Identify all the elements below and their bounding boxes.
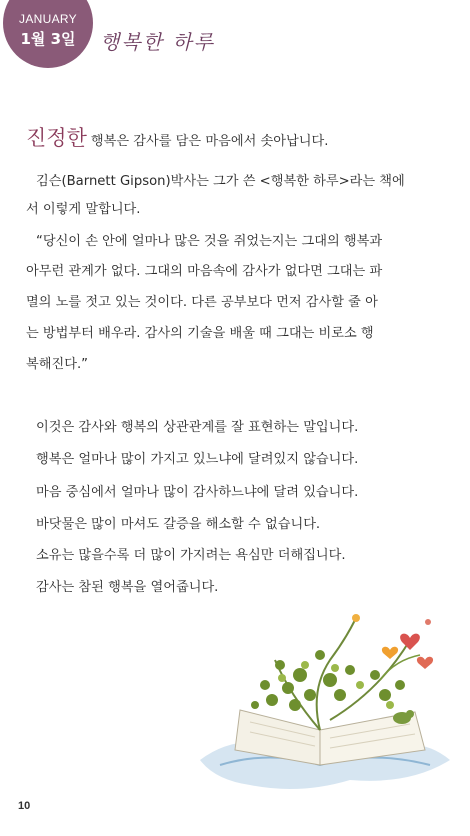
text-line: 소유는 많을수록 더 많이 가지려는 욕심만 더해집니다. bbox=[36, 548, 346, 563]
text-line: 김슨(Barnett Gipson)박사는 그가 쓴 <행복한 하루>라는 책에 bbox=[36, 174, 405, 189]
quote-line: 복해진다.” bbox=[26, 357, 88, 372]
text-line: 행복은 얼마나 많이 가지고 있느냐에 달려있지 않습니다. bbox=[36, 452, 359, 467]
text-line: 서 이렇게 말합니다. bbox=[26, 202, 141, 217]
text-line: 마음 중심에서 얼마나 많이 감사하느냐에 달려 있습니다. bbox=[36, 485, 359, 500]
quote-line: “당신이 손 안에 얼마나 많은 것을 쥐었는지는 그대의 행복과 bbox=[36, 234, 383, 249]
date-badge bbox=[3, 0, 93, 68]
text-line: 바닷물은 많이 마셔도 갈증을 해소할 수 없습니다. bbox=[36, 517, 321, 532]
quote-line: 는 방법부터 배우라. 감사의 기술을 배울 때 그대는 비로소 행 bbox=[26, 326, 374, 341]
lead-paragraph bbox=[26, 128, 446, 152]
date-day: 1월 3일 bbox=[20, 30, 76, 48]
lead-sentence: 행복은 감사를 담은 마음에서 솟아납니다. bbox=[90, 134, 329, 149]
open-book-plant-illustration bbox=[180, 600, 465, 800]
lead-word: 진정한 bbox=[26, 126, 87, 150]
text-line: 이것은 감사와 행복의 상관관계를 잘 표현하는 말입니다. bbox=[36, 420, 359, 435]
date-month: JANUARY bbox=[19, 12, 77, 26]
quote-line: 아무런 관계가 없다. 그대의 마음속에 감사가 없다면 그대는 파 bbox=[26, 264, 383, 279]
page-title: 행복한 하루 bbox=[100, 30, 215, 54]
quote-line: 멸의 노를 젓고 있는 것이다. 다른 공부보다 먼저 감사할 줄 아 bbox=[26, 295, 378, 310]
text-line: 감사는 참된 행복을 열어줍니다. bbox=[36, 580, 219, 595]
page-number: 10 bbox=[18, 800, 31, 812]
